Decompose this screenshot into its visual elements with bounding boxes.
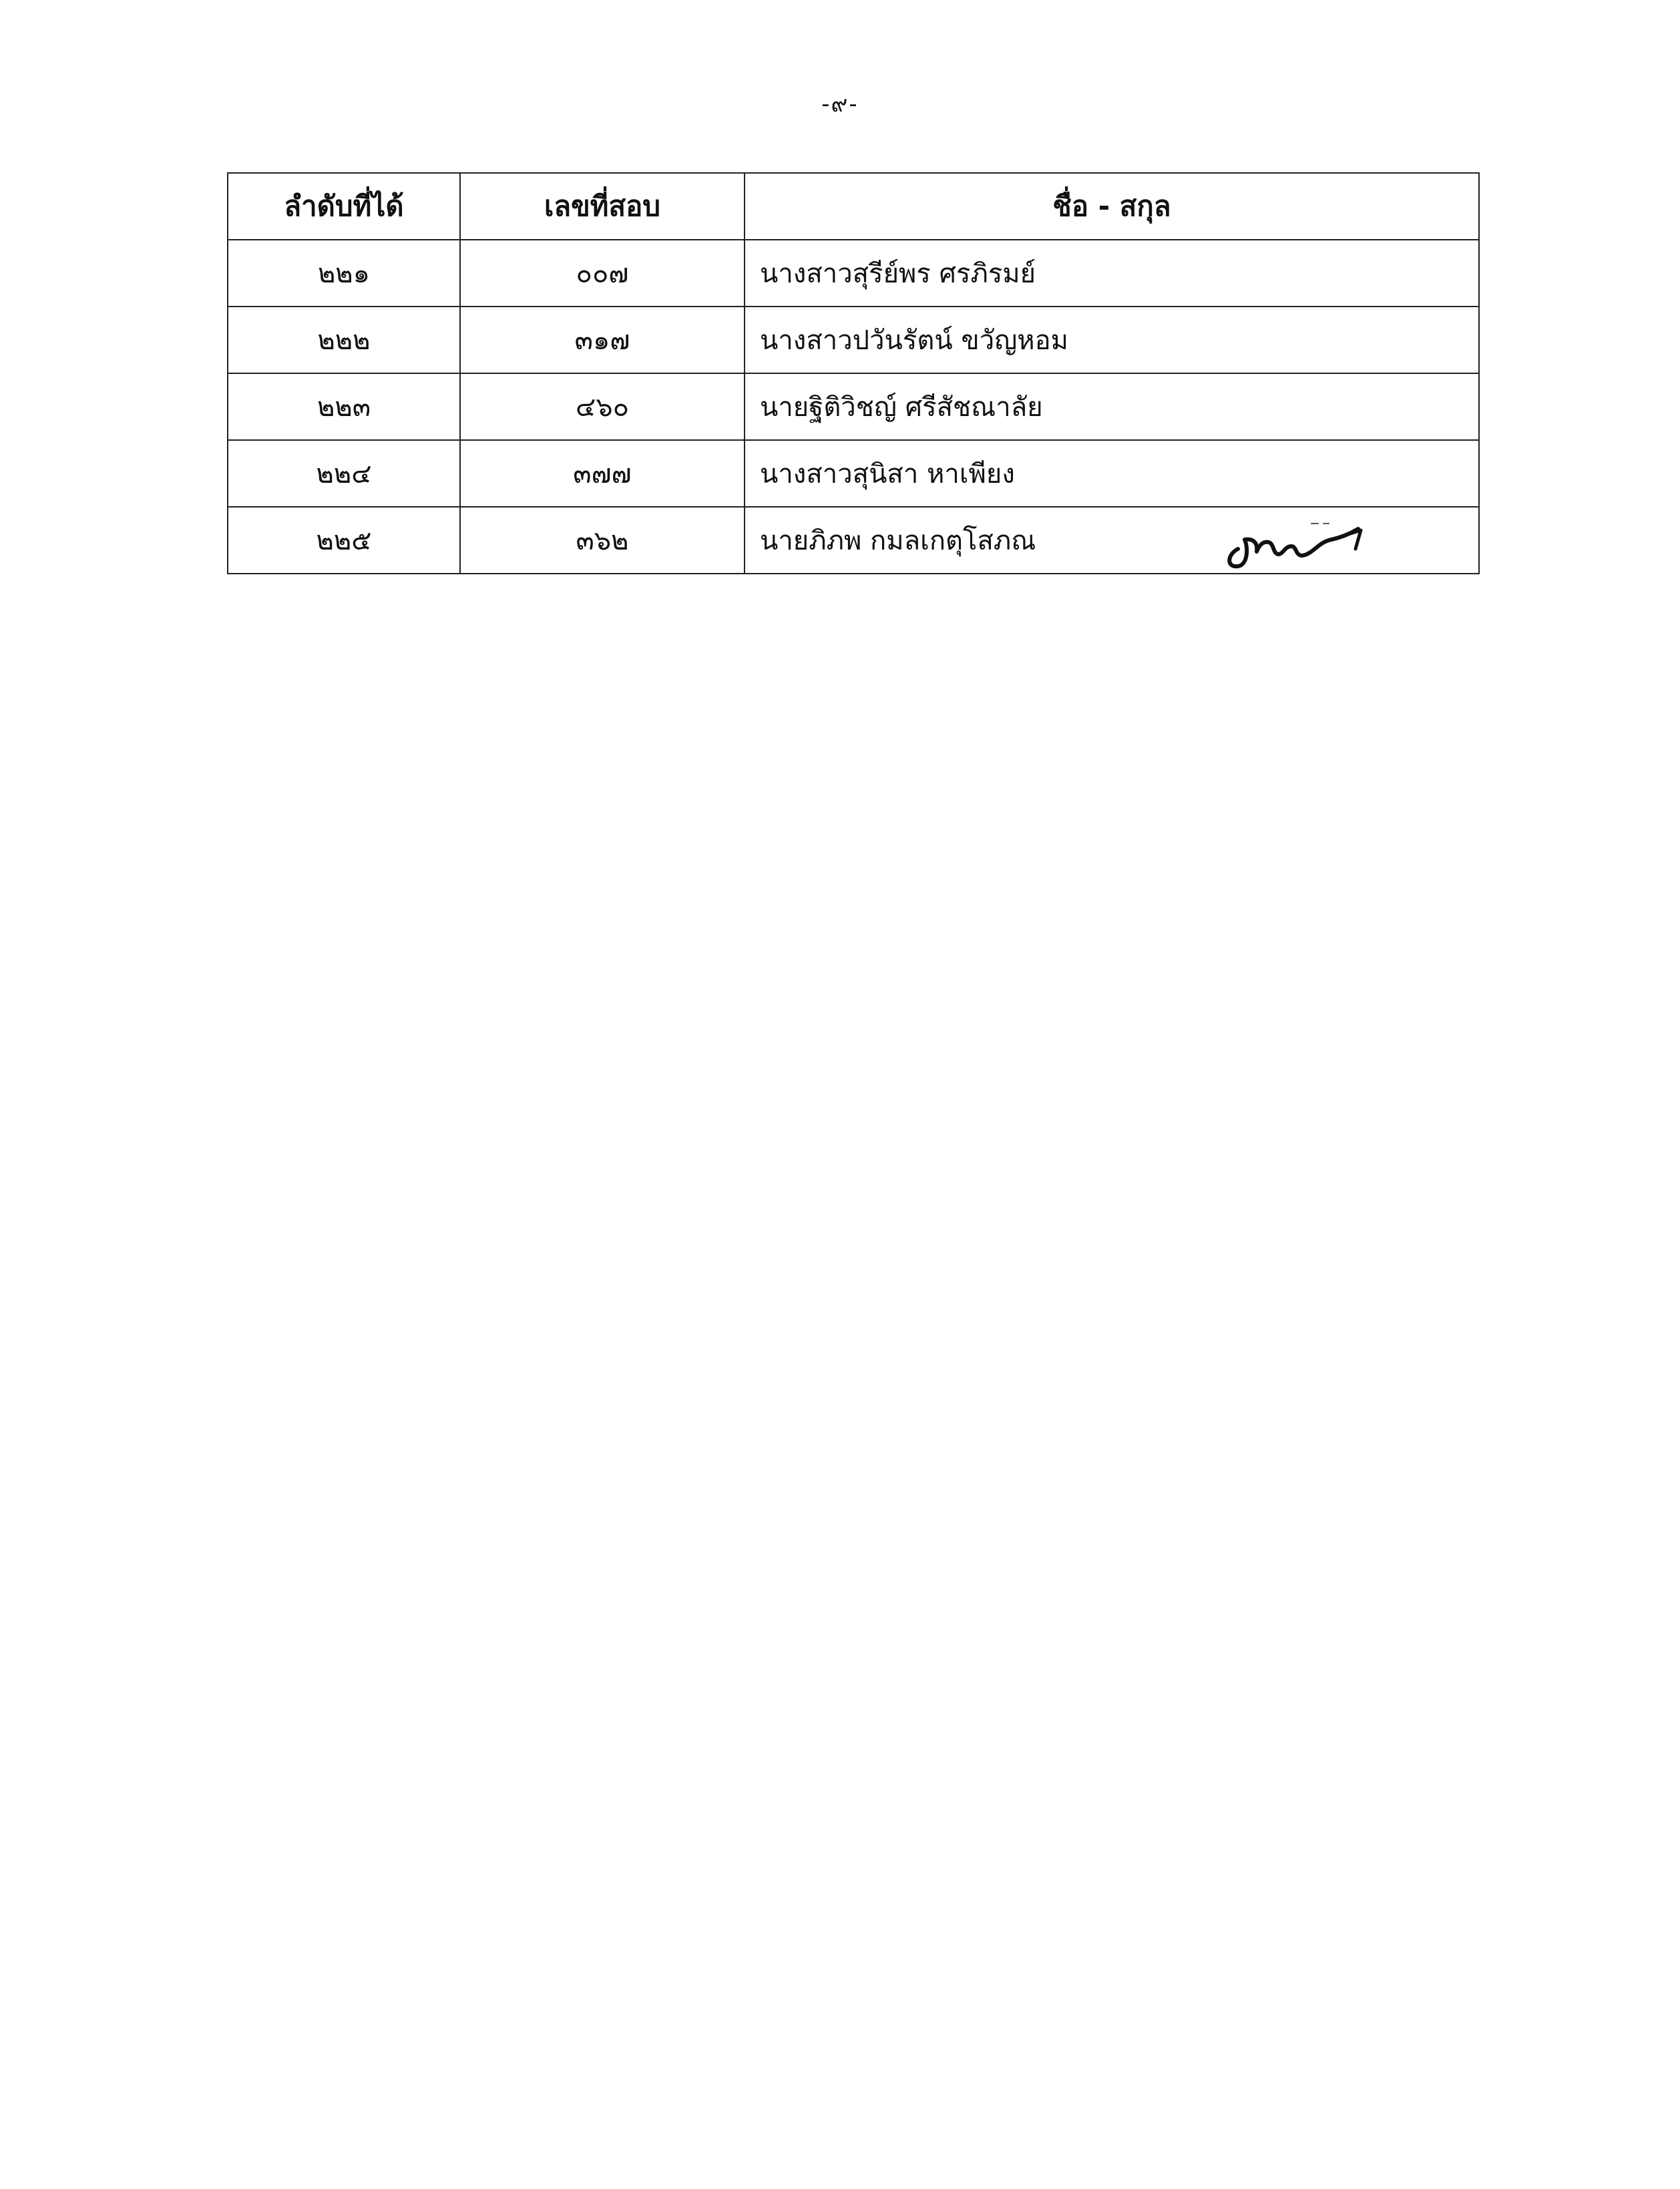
table-row [228,440,1479,507]
name-cell: นายฐิติวิชญ์ ศรีสัชณาลัย [745,373,1479,440]
exam-number-cell: ๓๑๗ [460,307,745,373]
table-header-row [228,173,1479,240]
exam-number-cell: ๓๖๒ [460,507,745,574]
exam-number-cell: ๐๐๗ [460,240,745,307]
exam-number-cell: ๓๗๗ [460,440,745,507]
table-row [228,507,1479,574]
name-cell: นางสาวสุนิสา หาเพียง [745,440,1479,507]
rank-cell: ๒๒๑ [228,240,460,307]
page-number: -๙- [821,91,859,118]
handwritten-signature-icon [1218,509,1398,573]
exam-number-cell: ๔๖๐ [460,373,745,440]
rank-cell: ๒๒๒ [228,307,460,373]
table-row [228,307,1479,373]
rank-cell: ๒๒๔ [228,440,460,507]
table-row [228,240,1479,307]
rank-cell: ๒๒๓ [228,373,460,440]
name-cell [745,507,1479,574]
header-exam-number: เลขที่สอบ [460,173,745,240]
results-table [227,172,1480,574]
header-full-name: ชื่อ - สกุล [745,173,1479,240]
name-cell: นางสาวปวันรัตน์ ขวัญหอม [745,307,1479,373]
name-text: นายภิภพ กมลเกตุโสภณ [760,526,1036,556]
table-row [228,373,1479,440]
header-rank: ลำดับที่ได้ [228,173,460,240]
name-cell: นางสาวสุรีย์พร ศรภิรมย์ [745,240,1479,307]
rank-cell: ๒๒๕ [228,507,460,574]
